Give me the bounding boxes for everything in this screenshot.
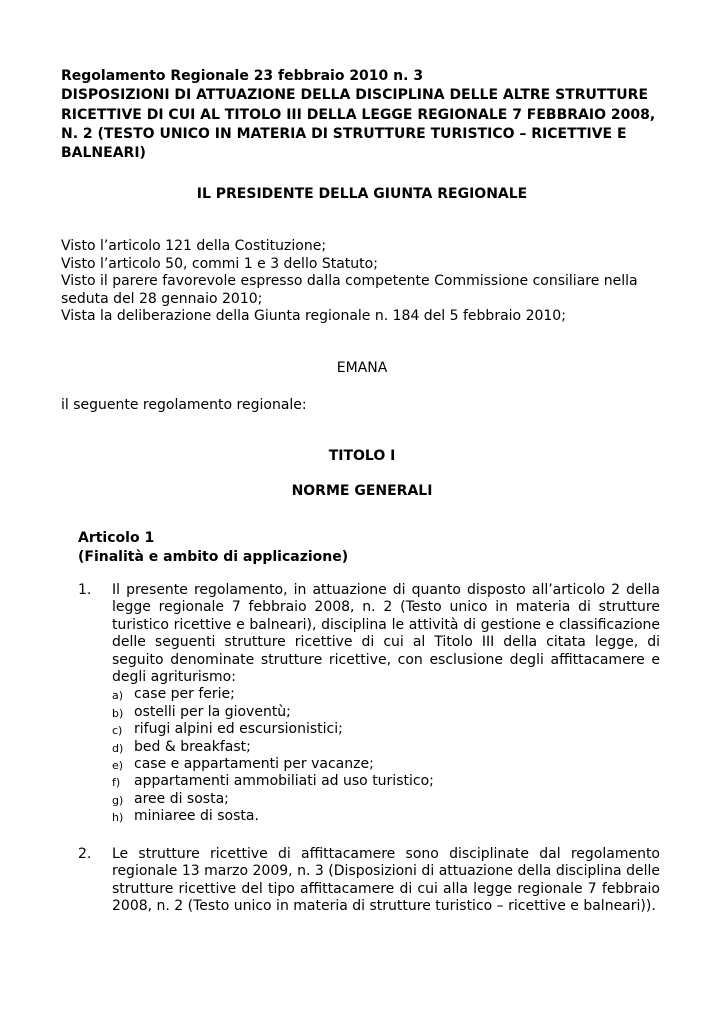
paragraph-2 xyxy=(78,846,660,916)
list-item-text: miniaree di sosta. xyxy=(134,808,259,825)
structure-list xyxy=(112,686,660,825)
list-letter: b) xyxy=(112,706,124,720)
preamble-line: Visto il parere favorevole espresso dalla competente Commissione consiliare nella seduta del 28 gennaio 2010; xyxy=(61,273,638,307)
preamble-line: Vista la deliberazione della Giunta regionale n. 184 del 5 febbraio 2010; xyxy=(61,308,566,325)
list-item xyxy=(112,773,660,790)
list-letter: e) xyxy=(112,759,124,773)
article-number: Articolo 1 xyxy=(78,530,155,546)
presidente-heading: IL PRESIDENTE DELLA GIUNTA REGIONALE xyxy=(196,186,528,202)
article-heading xyxy=(78,529,348,567)
list-item xyxy=(112,721,660,738)
emana-heading: EMANA xyxy=(336,360,388,376)
paragraph-number: 1. xyxy=(78,582,92,598)
document-header xyxy=(61,67,661,163)
paragraph-1 xyxy=(78,582,660,826)
list-letter: h) xyxy=(112,811,124,825)
list-item-text: aree di sosta; xyxy=(134,790,229,807)
list-item xyxy=(112,756,660,773)
list-item xyxy=(112,808,660,825)
paragraph-text: Le strutture ricettive di affittacamere sono disciplinate dal regolamento regionale 13 marzo 2009, n. 3 (Disposizioni di attuazione della disciplina delle strutture ricettive del tipo affittacamere di cui alla legge regionale 7 febbraio 2008, n. 2 (Testo unico in materia di strutture turistico – ricettive e balneari)). xyxy=(112,845,660,914)
list-item-text: ostelli per la gioventù; xyxy=(134,703,291,720)
regulation-title: DISPOSIZIONI DI ATTUAZIONE DELLA DISCIPLINA DELLE ALTRE STRUTTURE RICETTIVE DI CUI AL TITOLO III DELLA LEGGE REGIONALE 7 FEBBRAIO 2008, N. 2 (TESTO UNICO IN MATERIA DI STRUTTURE TURISTICO – RICETTIVE E BALNEARI) xyxy=(61,87,656,162)
title-heading: TITOLO I xyxy=(328,448,396,464)
list-letter: c) xyxy=(112,724,123,738)
list-item xyxy=(112,739,660,756)
list-item-text: appartamenti ammobiliati ad uso turistico; xyxy=(134,773,434,790)
enactment-line: il seguente regolamento regionale: xyxy=(61,397,307,413)
regulation-reference: Regolamento Regionale 23 febbraio 2010 n. 3 xyxy=(61,68,424,84)
article-subject: (Finalità e ambito di applicazione) xyxy=(78,549,349,565)
article-paragraphs xyxy=(78,582,660,915)
preamble-line: Visto l’articolo 50, commi 1 e 3 dello Statuto; xyxy=(61,255,378,272)
list-item-text: case e appartamenti per vacanze; xyxy=(134,756,374,773)
list-letter: a) xyxy=(112,689,124,703)
list-item-text: case per ferie; xyxy=(134,686,235,703)
preamble-line: Visto l’articolo 121 della Costituzione; xyxy=(61,238,327,254)
list-item-text: bed & breakfast; xyxy=(134,738,251,755)
paragraph-number: 2. xyxy=(78,845,92,862)
paragraph-text: Il presente regolamento, in attuazione di quanto disposto all’articolo 2 della legge regionale 7 febbraio 2008, n. 2 (Testo unico in materia di strutture turistico ricettive e balneari), disciplina le attività di gestione e classificazione delle seguenti strutture ricettive di cui al Titolo III della citata legge, di seguito denominate strutture ricettive, con esclusione degli affittacamere e degli agriturismo: xyxy=(112,582,660,686)
list-letter: g) xyxy=(112,793,124,807)
list-letter: f) xyxy=(112,776,121,790)
list-item xyxy=(112,686,660,703)
list-item xyxy=(112,791,660,808)
section-heading: NORME GENERALI xyxy=(291,483,433,499)
list-item-text: rifugi alpini ed escursionistici; xyxy=(134,721,343,738)
list-letter: d) xyxy=(112,741,124,755)
preamble xyxy=(61,238,661,326)
list-item xyxy=(112,704,660,721)
